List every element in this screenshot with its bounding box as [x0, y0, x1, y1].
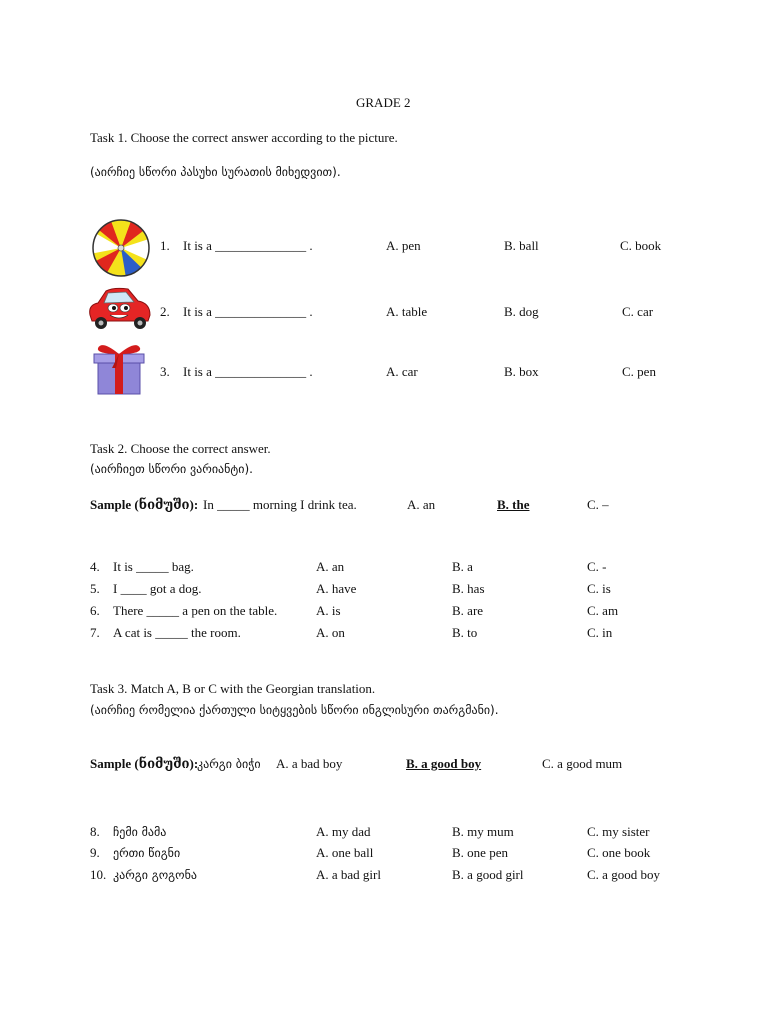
task3-heading: Task 3. Match A, B or C with the Georgian translation.: [90, 681, 376, 696]
list-item-number: 10.: [90, 867, 107, 882]
sample-option-b-correct: B. a good boy: [406, 756, 482, 771]
option-c: C. -: [587, 559, 607, 574]
option-b: B. ball: [504, 238, 539, 253]
option-c: C. pen: [622, 364, 656, 379]
option-c: C. one book: [587, 845, 651, 860]
option-b: B. are: [452, 603, 484, 618]
option-c: C. my sister: [587, 824, 650, 839]
sample-option-b-correct: B. the: [497, 497, 530, 512]
task2-subheading: (აირჩიეთ სწორი ვარიანტი).: [90, 462, 253, 476]
option-b: B. box: [504, 364, 539, 379]
list-item-text: A cat is _____ the room.: [113, 625, 241, 640]
option-b: B. a: [452, 559, 473, 574]
option-c: C. book: [620, 238, 662, 253]
list-item-number: 8.: [90, 824, 100, 839]
sample-label: Sample (ნიმუში):: [90, 756, 199, 771]
sample-option-a: A. an: [407, 497, 436, 512]
option-b: B. to: [452, 625, 478, 640]
car-icon: [84, 285, 154, 331]
gift-box-icon: [88, 340, 150, 398]
list-item-text: There _____ a pen on the table.: [113, 603, 278, 618]
option-c: C. in: [587, 625, 613, 640]
option-c: C. am: [587, 603, 619, 618]
list-item-number: 2.: [160, 304, 170, 319]
sample-text: In _____ morning I drink tea.: [203, 497, 357, 512]
option-c: C. is: [587, 581, 611, 596]
list-item-number: 7.: [90, 625, 100, 640]
option-a: A. my dad: [316, 824, 371, 839]
option-a: A. have: [316, 581, 357, 596]
list-item-number: 1.: [160, 238, 170, 253]
option-a: A. one ball: [316, 845, 374, 860]
option-a: A. is: [316, 603, 341, 618]
option-b: B. has: [452, 581, 485, 596]
option-b: B. dog: [504, 304, 539, 319]
option-c: C. a good boy: [587, 867, 660, 882]
task3-subheading: (აირჩიე რომელია ქართული სიტყვების სწორი ინგლისური თარგმანი).: [90, 703, 499, 717]
list-item-number: 6.: [90, 603, 100, 618]
sample-label: Sample (ნიმუში):: [90, 497, 199, 512]
list-item-number: 4.: [90, 559, 100, 574]
page-title: GRADE 2: [356, 95, 411, 110]
option-c: C. car: [622, 304, 654, 319]
list-item-text: I ____ got a dog.: [113, 581, 202, 596]
list-item-text: It is a ______________ .: [183, 364, 313, 379]
task1-subheading: (აირჩიე სწორი პასუხი სურათის მიხედვით).: [90, 165, 341, 179]
task2-heading: Task 2. Choose the correct answer.: [90, 441, 271, 456]
list-item-number: 9.: [90, 845, 100, 860]
list-item-text: It is a ______________ .: [183, 238, 313, 253]
option-b: B. one pen: [452, 845, 508, 860]
list-item-number: 5.: [90, 581, 100, 596]
beach-ball-icon: [90, 218, 152, 278]
option-a: A. a bad girl: [316, 867, 381, 882]
task1-heading: Task 1. Choose the correct answer according to the picture.: [90, 130, 398, 145]
sample-option-a: A. a bad boy: [276, 756, 343, 771]
list-item-text: It is a ______________ .: [183, 304, 313, 319]
sample-word: კარგი ბიჭი: [197, 757, 261, 771]
option-a: A. pen: [386, 238, 421, 253]
list-item-text: It is _____ bag.: [113, 559, 194, 574]
sample-option-c: C. –: [587, 497, 609, 512]
sample-option-c: C. a good mum: [542, 756, 623, 771]
list-item-text: ერთი წიგნი: [113, 846, 181, 860]
list-item-text: ჩემი მამა: [113, 825, 167, 839]
list-item-number: 3.: [160, 364, 170, 379]
option-a: A. an: [316, 559, 345, 574]
option-a: A. on: [316, 625, 345, 640]
list-item-text: კარგი გოგონა: [113, 868, 197, 882]
option-a: A. table: [386, 304, 428, 319]
option-a: A. car: [386, 364, 418, 379]
option-b: B. my mum: [452, 824, 514, 839]
option-b: B. a good girl: [452, 867, 524, 882]
